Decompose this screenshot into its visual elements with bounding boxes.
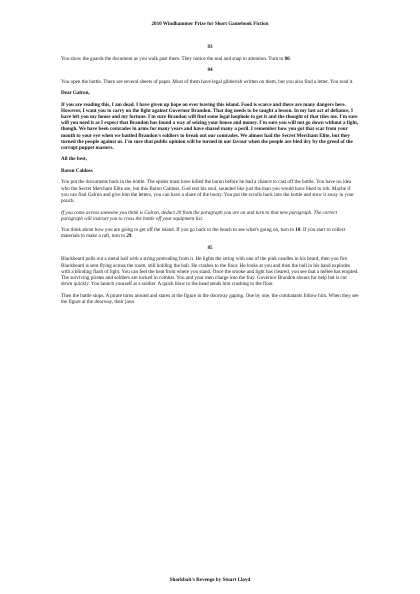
running-head: 2010 Windhammer Prize for Short Gamebook Fiction xyxy=(151,21,269,27)
letter-greeting: Dear Galron, xyxy=(61,90,90,96)
page-body xyxy=(61,44,359,310)
section-84-after: You put the documents back in the bottle. The spider must have killed the baron before he had a chance to cast off the bottle. You have no idea who the Secret Merchant Elite are, but this Baron Caldoss, God rest his soul, sounded like just the man you would have liked to rob. Maybe if you can find Galron and give him the letters, you can have a share of the booty. You put the scrolls back into the bottle and stow it away in your pouch. xyxy=(61,179,354,205)
section-84-note: If you come across someone you think is Galron, deduct 20 from the paragraph you are on and turn to that new paragraph. The correct paragraph will instruct you to cross the bottle off your equipment list. xyxy=(61,209,338,222)
letter-body: If you are reading this, I am dead. I have given up hope on ever leaving this island. Food is scarce and there are many dangers here. However, I want you to carry on the fight against Governor Brandon. That dog needs to be taught a lesson. In my last act of defiance, I have left you my house and my fortune. I'm sure Brandon will find some legal loophole to get it and the thought of that riles me. I'm sure will you need it as I expect that Brandon has found a way of seizing your house and money. I'm sure you will not go down without a fight, though. We have been comrades in arms for many years and have shared many a peril. I remember how you got that scar from your mouth to your eye when we battled Brandon's soldiers to break out our comrades. We almost had the Secret Merchant Elite, but they turned the people against us. I'm sure that public opinion will be turned in our favour when the people are bled dry by the greed of the corrupt puppet masters. xyxy=(61,101,359,151)
turn-to-ref-80[interactable]: 80 xyxy=(284,55,290,62)
turn-to-ref-10[interactable]: 10 xyxy=(295,227,301,234)
section-number-84: 84 xyxy=(207,67,213,73)
section-number-83: 83 xyxy=(207,44,213,50)
section-83-text: You show the guards the document as you walk past them. They notice the seal and snap to attention. Turn to 80. xyxy=(61,55,291,62)
section-84-intro: You open the bottle. There are several sheets of paper. Most of them have legal gibberish written on them, but you also find a letter. You read it. xyxy=(61,78,354,85)
section-84-choice: You think about how you are going to get off the island. If you go back to the beach to see what's going on, turn to 10. If you start to collect materials to make a raft, turn to 29. xyxy=(61,227,346,240)
turn-to-ref-29[interactable]: 29 xyxy=(126,233,132,240)
letter-signature: Baron Caldoss xyxy=(61,167,93,174)
page-footer: Sharkbait's Revenge by Stuart Lloyd xyxy=(169,577,251,583)
letter-closing: All the best, xyxy=(61,156,87,163)
section-85-text-2: Then the battle stops. A pirate turns around and stares at the figure in the doorway gaping. One by one, the combatants follow him. When they see the figure at the doorway, their jaws xyxy=(61,292,359,305)
section-85-text-1: Blackbeard pulls out a metal ball with a string protruding from it. He lights the string with one of the pink candles in his beard, then you fire. Blackbeard is sent flying across the room, still holding the ball. He crashes to the floor. He looks at you and then the ball in his hand explodes with a blinding flash of light. You can feel the heat from where you stand. Once the smoke and light has cleared, you see that a mêlée has erupted. The surviving pirates and soldiers are locked in combat. You and your men charge into the fray. Governor Brandon shouts for help but is cut down quickly. You launch yourself at a soldier. A quick blow to the head sends him crashing to the floor. xyxy=(61,256,359,288)
section-number-85: 85 xyxy=(207,244,213,251)
